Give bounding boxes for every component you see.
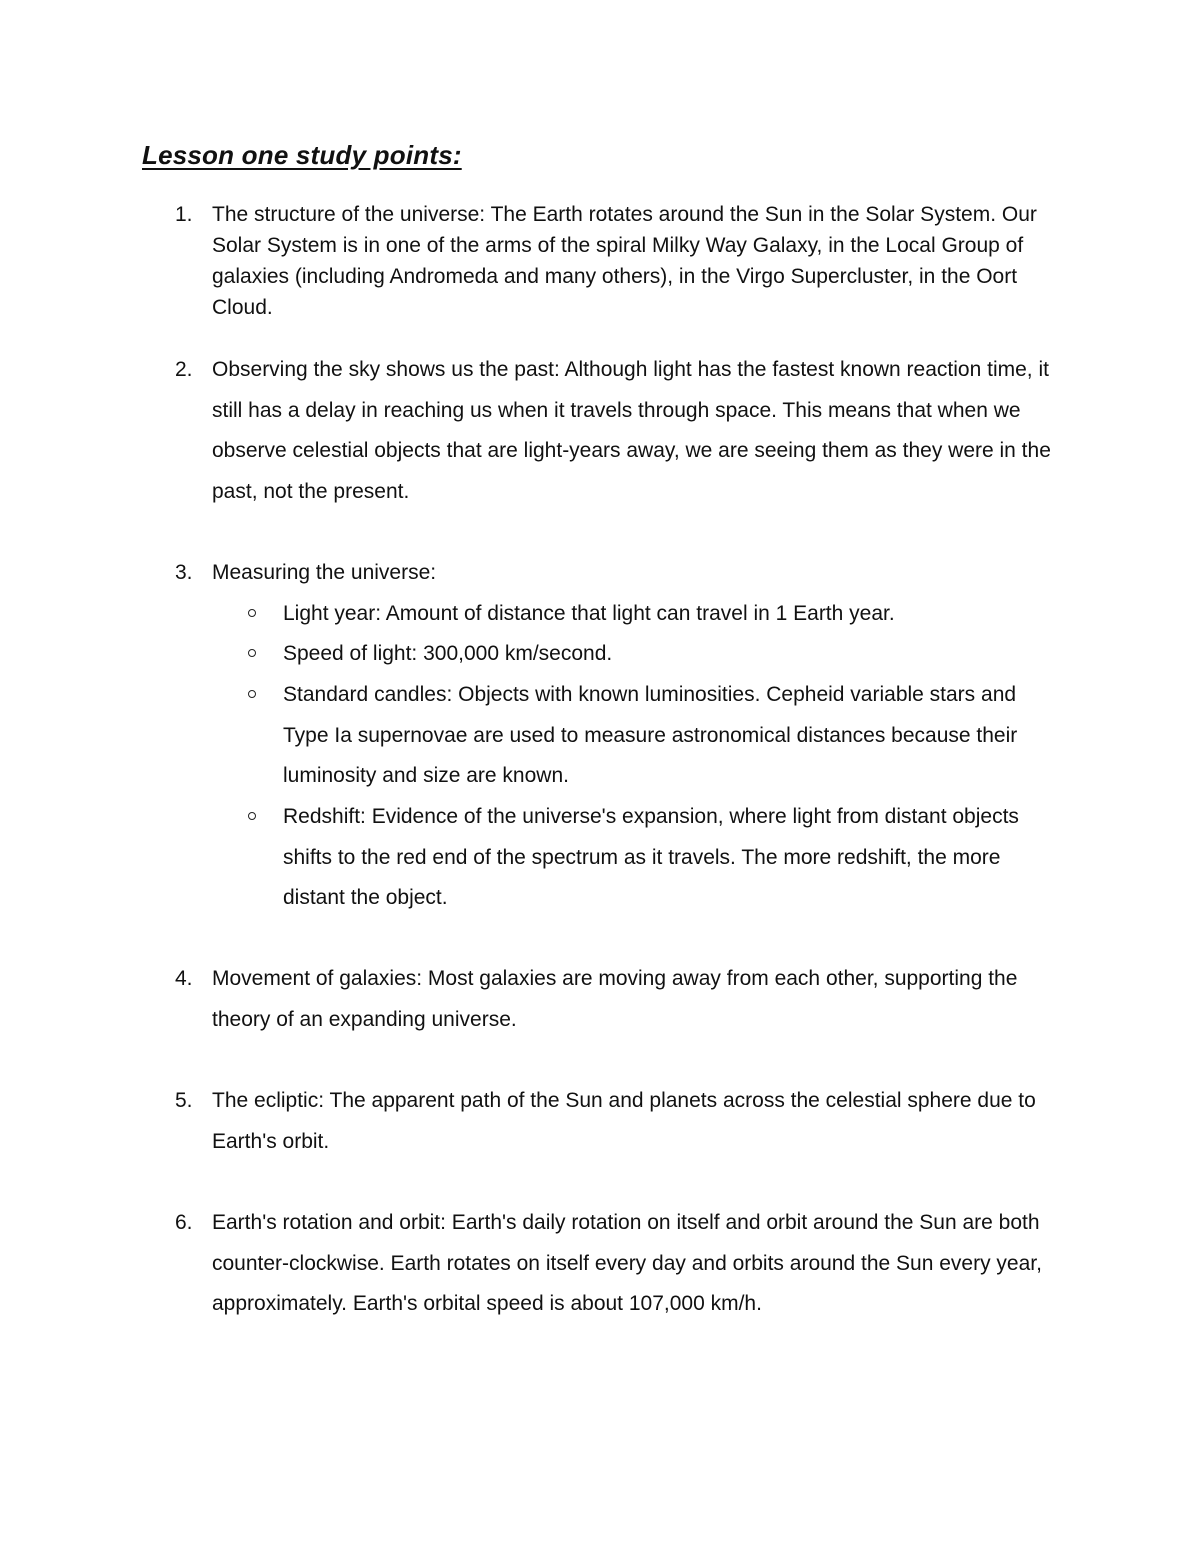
sub-list-item-text: Redshift: Evidence of the universe's expansion, where light from distant objects shifts to the red end of the spectrum as it travels. The more redshift, the more distant the object. bbox=[283, 805, 1019, 909]
list-number: 6. bbox=[175, 1211, 193, 1234]
hollow-bullet-icon bbox=[248, 649, 256, 657]
list-item-text: The ecliptic: The apparent path of the Sun and planets across the celestial sphere due to Earth's orbit. bbox=[212, 1089, 1036, 1153]
list-item-text: The structure of the universe: The Earth rotates around the Sun in the Solar System. Our Solar System is in one of the arms of the spiral Milky Way Galaxy, in the Local Group of galaxies (including Andromeda and many others), in the Virgo Supercluster, in the Oort Cloud. bbox=[212, 203, 1037, 319]
list-number: 3. bbox=[175, 561, 193, 584]
hollow-bullet-icon bbox=[248, 812, 256, 820]
hollow-bullet-icon bbox=[248, 609, 256, 617]
list-item-text: Observing the sky shows us the past: Although light has the fastest known reaction time, it still has a delay in reaching us when it travels through space. This means that when we observe celestial objects that are light-years away, we are seeing them as they were in the past, not the present. bbox=[212, 358, 1051, 503]
list-number: 2. bbox=[175, 358, 193, 381]
sub-list-item-text: Speed of light: 300,000 km/second. bbox=[283, 642, 613, 665]
list-item-text: Movement of galaxies: Most galaxies are moving away from each other, supporting the theory of an expanding universe. bbox=[212, 967, 1018, 1031]
sub-list-item-text: Standard candles: Objects with known luminosities. Cepheid variable stars and Type Ia supernovae are used to measure astronomical distances because their luminosity and size are known. bbox=[283, 683, 1018, 787]
list-number: 5. bbox=[175, 1089, 193, 1112]
list-item-text: Earth's rotation and orbit: Earth's daily rotation on itself and orbit around the Sun are both counter-clockwise. Earth rotates on itself every day and orbits around the Sun every year, approximately. Earth's orbital speed is about 107,000 km/h. bbox=[212, 1211, 1042, 1315]
list-number: 1. bbox=[175, 203, 193, 226]
page-title: Lesson one study points: bbox=[142, 140, 462, 170]
hollow-bullet-icon bbox=[248, 690, 256, 698]
list-item-text: Measuring the universe: bbox=[212, 561, 437, 584]
sub-list-item-text: Light year: Amount of distance that light can travel in 1 Earth year. bbox=[283, 602, 895, 625]
list-number: 4. bbox=[175, 967, 193, 990]
